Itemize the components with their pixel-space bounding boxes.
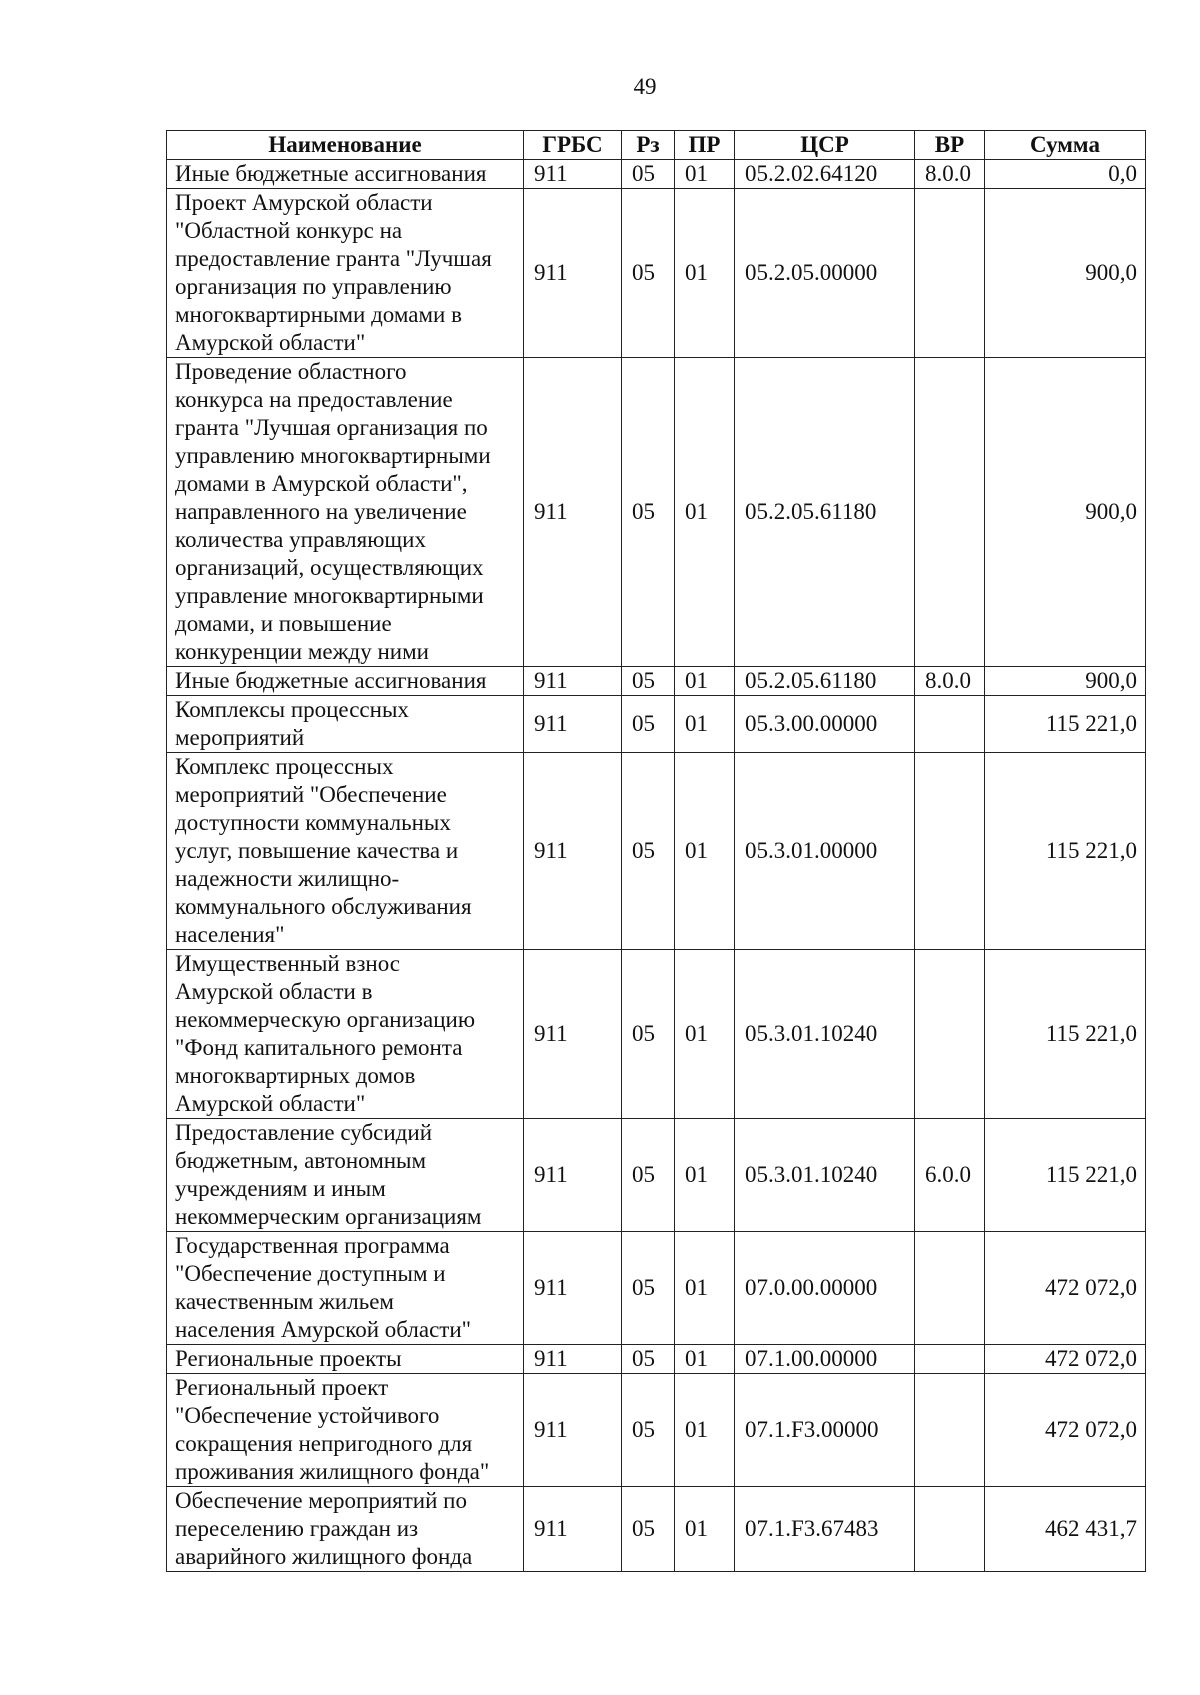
cell-pr: 01 [675,667,735,696]
cell-name: Комплекс процессных мероприятий "Обеспечение доступности коммунальных услуг, повышение качества и надежности жилищно- коммунального обслуживания населения" [167,753,524,950]
cell-csr: 05.3.01.10240 [735,950,915,1119]
cell-grbs: 911 [524,696,622,753]
cell-vr [915,1487,985,1572]
table-row [167,667,1146,696]
cell-grbs: 911 [524,1487,622,1572]
cell-grbs: 911 [524,1119,622,1232]
table-row [167,696,1146,753]
cell-vr [915,189,985,358]
cell-sum: 0,0 [985,160,1146,189]
cell-rz: 05 [622,1119,675,1232]
cell-name: Обеспечение мероприятий по переселению граждан из аварийного жилищного фонда [167,1487,524,1572]
cell-sum: 472 072,0 [985,1345,1146,1374]
cell-csr: 07.1.00.00000 [735,1345,915,1374]
cell-csr: 05.3.00.00000 [735,696,915,753]
cell-name: Имущественный взнос Амурской области в некоммерческую организацию "Фонд капитального ремонта многоквартирных домов Амурской области" [167,950,524,1119]
table-row [167,753,1146,950]
cell-name: Региональные проекты [167,1345,524,1374]
cell-vr: 8.0.0 [915,160,985,189]
cell-pr: 01 [675,358,735,667]
header-rz: Рз [622,131,675,160]
cell-grbs: 911 [524,667,622,696]
table-row [167,1374,1146,1487]
cell-vr [915,696,985,753]
cell-name: Комплексы процессных мероприятий [167,696,524,753]
cell-csr: 05.2.02.64120 [735,160,915,189]
cell-csr: 05.3.01.00000 [735,753,915,950]
cell-grbs: 911 [524,160,622,189]
cell-vr: 8.0.0 [915,667,985,696]
budget-table [166,130,1146,1572]
header-grbs: ГРБС [524,131,622,160]
table-row [167,358,1146,667]
table-row [167,1487,1146,1572]
cell-sum: 900,0 [985,667,1146,696]
header-name: Наименование [167,131,524,160]
cell-sum: 115 221,0 [985,753,1146,950]
cell-sum: 472 072,0 [985,1374,1146,1487]
table-header-row [167,131,1146,160]
cell-pr: 01 [675,753,735,950]
cell-csr: 07.1.F3.00000 [735,1374,915,1487]
cell-vr [915,950,985,1119]
cell-name: Региональный проект "Обеспечение устойчивого сокращения непригодного для проживания жилищного фонда" [167,1374,524,1487]
cell-rz: 05 [622,753,675,950]
header-sum: Сумма [985,131,1146,160]
cell-pr: 01 [675,1119,735,1232]
cell-sum: 115 221,0 [985,696,1146,753]
cell-csr: 05.2.05.61180 [735,667,915,696]
cell-vr [915,1345,985,1374]
cell-grbs: 911 [524,1232,622,1345]
cell-rz: 05 [622,1232,675,1345]
cell-sum: 900,0 [985,358,1146,667]
cell-vr [915,1374,985,1487]
cell-pr: 01 [675,1374,735,1487]
cell-grbs: 911 [524,189,622,358]
header-pr: ПР [675,131,735,160]
page-number: 49 [633,74,657,99]
cell-csr: 05.2.05.61180 [735,358,915,667]
cell-pr: 01 [675,1487,735,1572]
cell-grbs: 911 [524,1345,622,1374]
table-row [167,1345,1146,1374]
cell-pr: 01 [675,1345,735,1374]
cell-csr: 07.0.00.00000 [735,1232,915,1345]
cell-rz: 05 [622,1487,675,1572]
cell-grbs: 911 [524,358,622,667]
cell-rz: 05 [622,1345,675,1374]
cell-name: Проведение областного конкурса на предоставление гранта "Лучшая организация по управлению многоквартирными домами в Амурской области", направленного на увеличение количества управляющих организаций, осуществляющих управление многоквартирными домами, и повышение конкуренции между ними [167,358,524,667]
cell-grbs: 911 [524,950,622,1119]
cell-pr: 01 [675,1232,735,1345]
cell-rz: 05 [622,696,675,753]
cell-rz: 05 [622,667,675,696]
cell-sum: 472 072,0 [985,1232,1146,1345]
cell-name: Проект Амурской области "Областной конкурс на предоставление гранта "Лучшая организация по управлению многоквартирными домами в Амурской области" [167,189,524,358]
cell-rz: 05 [622,358,675,667]
cell-grbs: 911 [524,1374,622,1487]
cell-rz: 05 [622,950,675,1119]
cell-sum: 115 221,0 [985,1119,1146,1232]
table-row [167,189,1146,358]
cell-vr [915,753,985,950]
header-csr: ЦСР [735,131,915,160]
table-row [167,1119,1146,1232]
cell-rz: 05 [622,189,675,358]
cell-name: Предоставление субсидий бюджетным, автономным учреждениям и иным некоммерческим организациям [167,1119,524,1232]
table-row [167,1232,1146,1345]
cell-pr: 01 [675,189,735,358]
cell-grbs: 911 [524,753,622,950]
cell-csr: 07.1.F3.67483 [735,1487,915,1572]
cell-name: Иные бюджетные ассигнования [167,667,524,696]
cell-vr [915,358,985,667]
cell-csr: 05.3.01.10240 [735,1119,915,1232]
cell-rz: 05 [622,160,675,189]
cell-pr: 01 [675,696,735,753]
cell-pr: 01 [675,160,735,189]
cell-sum: 462 431,7 [985,1487,1146,1572]
cell-name: Государственная программа "Обеспечение доступным и качественным жильем населения Амурской области" [167,1232,524,1345]
cell-name: Иные бюджетные ассигнования [167,160,524,189]
cell-csr: 05.2.05.00000 [735,189,915,358]
cell-rz: 05 [622,1374,675,1487]
cell-pr: 01 [675,950,735,1119]
cell-sum: 115 221,0 [985,950,1146,1119]
table-row [167,950,1146,1119]
cell-sum: 900,0 [985,189,1146,358]
table-row [167,160,1146,189]
cell-vr: 6.0.0 [915,1119,985,1232]
cell-vr [915,1232,985,1345]
header-vr: ВР [915,131,985,160]
